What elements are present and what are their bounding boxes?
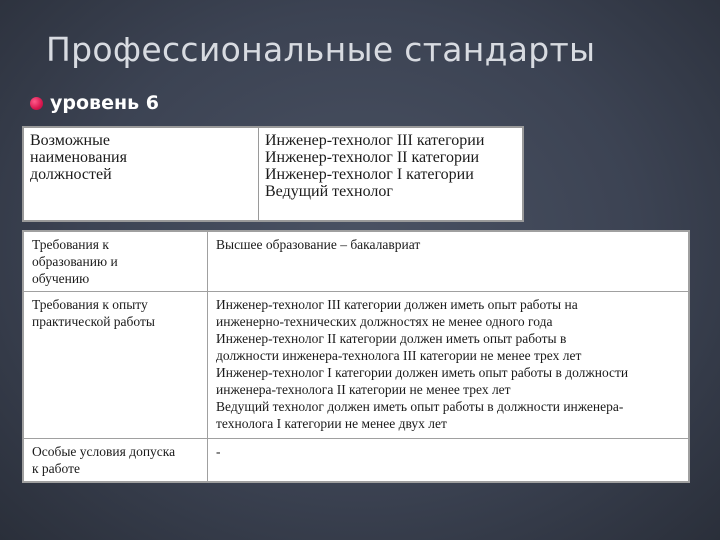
cell-line: инженерно-технических должностях не менее одного года <box>216 314 553 329</box>
cell-line: Требования к опыту <box>32 297 148 312</box>
requirement-label-cell <box>23 292 208 439</box>
cell-line: Высшее образование – бакалавриат <box>216 237 421 252</box>
cell-line: должностей <box>30 166 112 183</box>
cell-line: к работе <box>32 461 81 476</box>
slide-title: Профессиональные стандарты <box>46 30 596 69</box>
cell-line: Инженер-технолог II категории должен иметь опыт работы в <box>216 331 567 346</box>
requirements-table <box>22 230 690 483</box>
table-row <box>23 231 689 292</box>
cell-line: Ведущий технолог должен иметь опыт работы в должности инженера- <box>216 399 624 414</box>
cell-line: Инженер-технолог III категории должен иметь опыт работы на <box>216 297 578 312</box>
cell-line: образованию и <box>32 254 118 269</box>
positions-label-cell <box>23 127 259 221</box>
requirement-label-cell <box>23 439 208 483</box>
bullet-dot-icon <box>30 97 43 110</box>
requirement-value-cell <box>208 231 690 292</box>
cell-line: практической работы <box>32 314 155 329</box>
cell-line: Инженер-технолог I категории должен иметь опыт работы в должности <box>216 365 629 380</box>
table-row <box>23 439 689 483</box>
cell-line: - <box>216 444 221 459</box>
requirement-value-cell <box>208 292 690 439</box>
table-row <box>23 127 523 221</box>
cell-line: Особые условия допуска <box>32 444 176 459</box>
positions-table <box>22 126 524 222</box>
cell-line: Требования к <box>32 237 109 252</box>
requirement-label-cell <box>23 231 208 292</box>
bullet-item <box>30 92 159 114</box>
cell-line: Возможные <box>30 132 110 149</box>
position-item: Инженер-технолог III категории <box>265 132 485 149</box>
bullet-text: уровень 6 <box>50 92 159 114</box>
cell-line: обучению <box>32 271 90 286</box>
positions-list-cell <box>259 127 524 221</box>
cell-line: инженера-технолога II категории не менее трех лет <box>216 382 511 397</box>
position-item: Инженер-технолог II категории <box>265 149 480 166</box>
position-item: Ведущий технолог <box>265 183 393 200</box>
cell-line: технолога I категории не менее двух лет <box>216 416 447 431</box>
cell-line: должности инженера-технолога III категории не менее трех лет <box>216 348 582 363</box>
table-row <box>23 292 689 439</box>
requirement-value-cell <box>208 439 690 483</box>
position-item: Инженер-технолог I категории <box>265 166 474 183</box>
cell-line: наименования <box>30 149 127 166</box>
